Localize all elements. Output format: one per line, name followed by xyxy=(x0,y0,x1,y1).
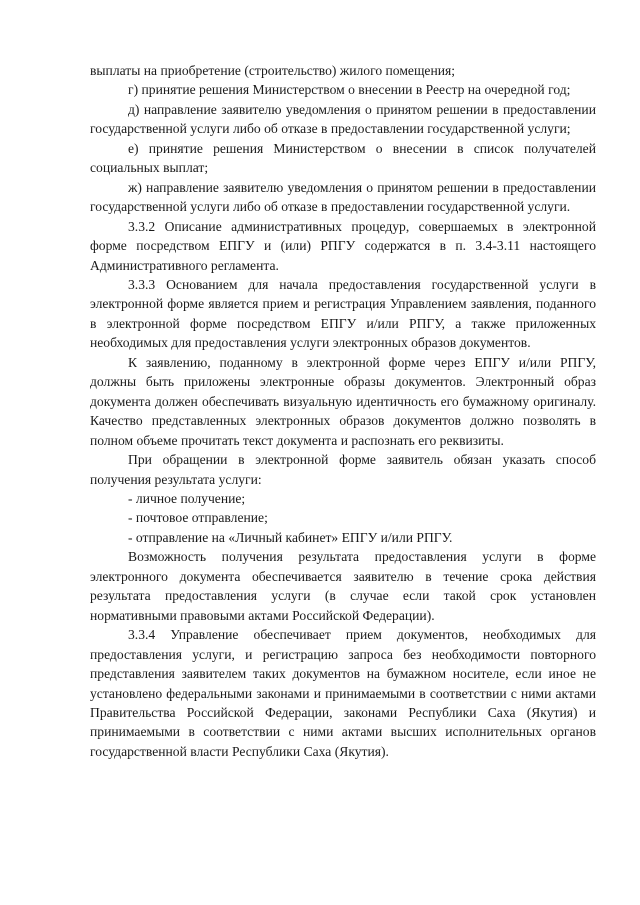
dash-item-personal: - личное получение; xyxy=(128,490,246,506)
section-3-3-3: 3.3.3 Основанием для начала предоставления государственной услуги в электронной форме является прием и регистрация Управлением заявления, поданного в электронной форме посредством ЕПГУ и/или РПГУ, а также приложенных необходимых для предоставления услуги электронных образов документов. xyxy=(90,276,596,351)
list-item-d: д) направление заявителю уведомления о принятом решении в предоставлении государственной услуги либо об отказе в предоставлении государственной услуги; xyxy=(90,101,596,137)
list-item-zh: ж) направление заявителю уведомления о принятом решении в предоставлении государственной услуги либо об отказе в предоставлении государственной услуги. xyxy=(90,179,596,215)
dash-item-cabinet: - отправление на «Личный кабинет» ЕПГУ и/или РПГУ. xyxy=(128,529,453,545)
section-3-3-4: 3.3.4 Управление обеспечивает прием документов, необходимых для предоставления услуги, и регистрацию запроса без необходимости повторного представления заявителем таких документов на бумажном носителе, если иное не установлено федеральными законами и принимаемыми в соответствии с ними актами Правительства Российской Федерации, законами Республики Саха (Якутия) и принимаемыми в соответствии с ними актами высших исполнительных органов государственной власти Республики Саха (Якутия). xyxy=(90,627,596,759)
paragraph-electronic-images: К заявлению, поданному в электронной форме через ЕПГУ и/или РПГУ, должны быть приложены электронные образы документов. Электронный образ документа должен обеспечивать визуальную идентичность его бумажному оригиналу. Качество представленных электронных образов документов должно позволять в полном объеме прочитать текст документа и распознать его реквизиты. xyxy=(90,354,596,448)
document-page xyxy=(90,61,596,761)
list-item-e: е) принятие решения Министерством о внесении в список получателей социальных выплат; xyxy=(90,140,596,176)
section-3-3-2: 3.3.2 Описание административных процедур, совершаемых в электронной форме посредством ЕПГУ и (или) РПГУ содержатся в п. 3.4-3.11 настоящего Административного регламента. xyxy=(90,218,596,273)
dash-item-postal: - почтовое отправление; xyxy=(128,510,268,526)
list-item-g: г) принятие решения Министерством о внесении в Реестр на очередной год; xyxy=(128,82,571,98)
paragraph-result-method: При обращении в электронной форме заявитель обязан указать способ получения результата услуги: xyxy=(90,452,596,487)
paragraph-result-electronic: Возможность получения результата предоставления услуги в форме электронного документа обеспечивается заявителю в течение срока действия результата предоставления услуги (в случае если такой срок установлен нормативными правовыми актами Российской Федерации). xyxy=(90,549,596,623)
paragraph-continuation: выплаты на приобретение (строительство) жилого помещения; xyxy=(90,63,456,78)
